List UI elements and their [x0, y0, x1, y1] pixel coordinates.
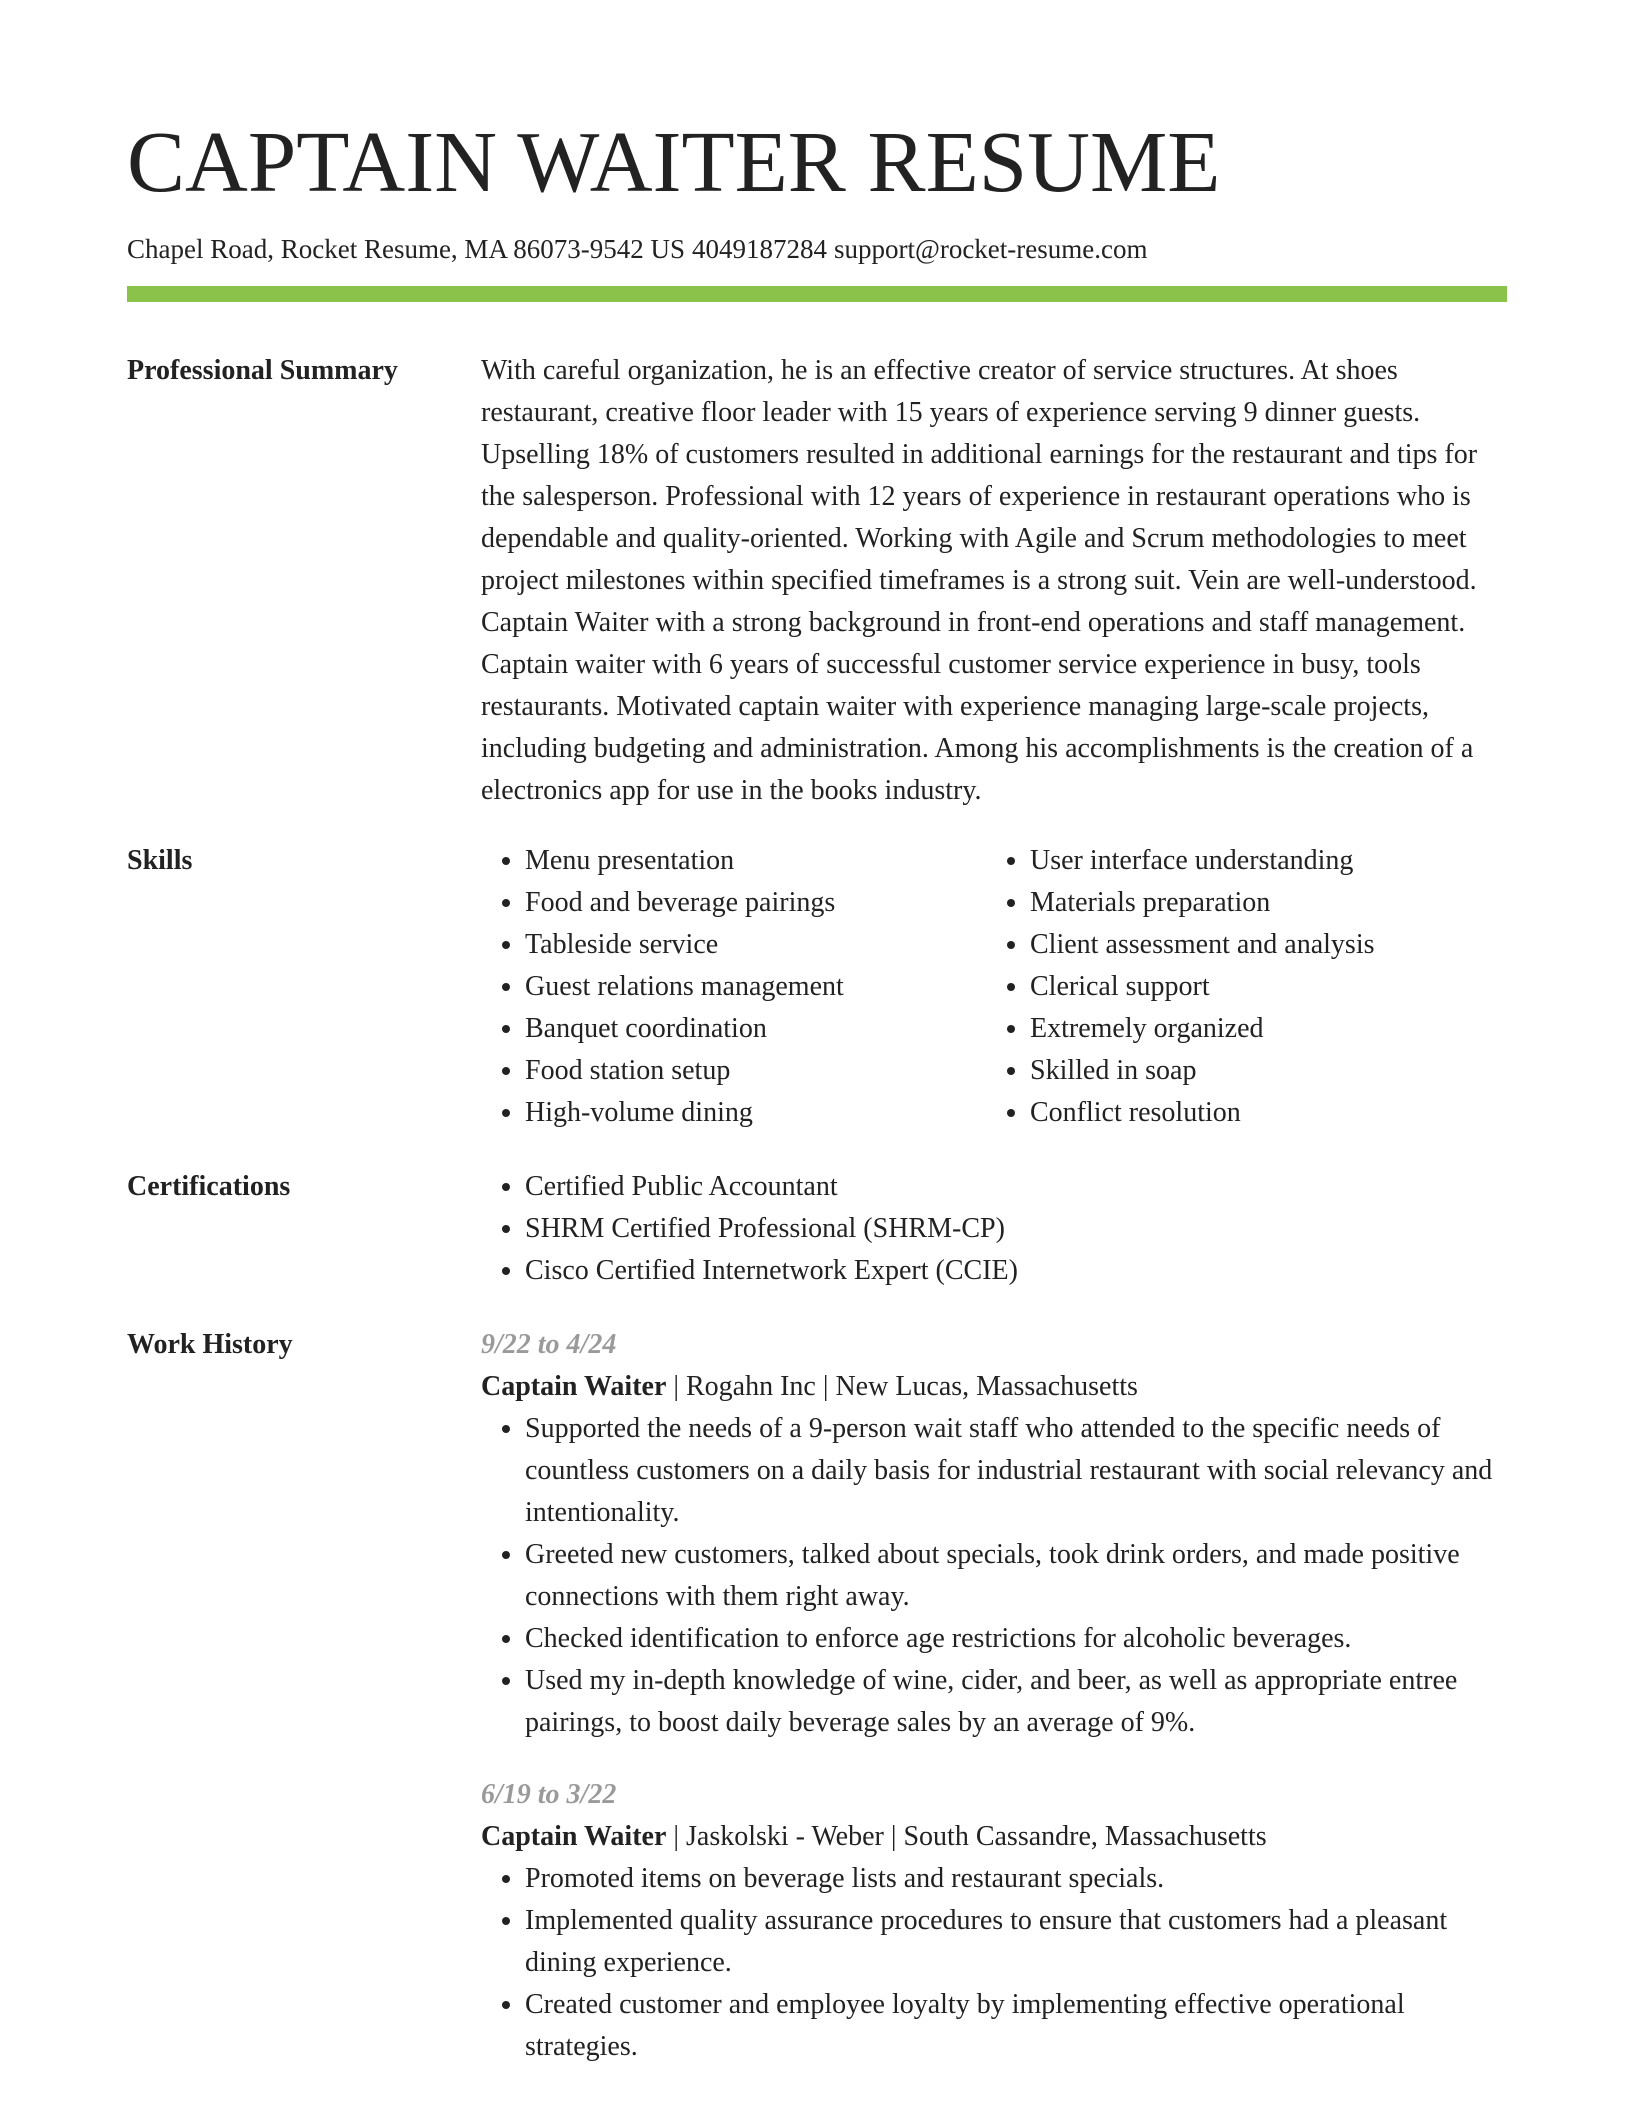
job-bullet: • Created customer and employee loyalty by implementing effective operational strategies. [525, 1984, 1496, 2068]
certifications-list [481, 1166, 1496, 1292]
contact-line [127, 232, 1148, 266]
summary-body [481, 350, 1496, 812]
skill-item: • Food and beverage pairings [525, 882, 986, 924]
job-bullets [481, 1858, 1496, 2068]
job-employer-location: | Rogahn Inc | New Lucas, Massachusetts [666, 1371, 1138, 1402]
job-bullet: • Implemented quality assurance procedures to ensure that customers had a pleasant dining experience. [525, 1900, 1496, 1984]
skill-item: • Tableside service [525, 924, 986, 966]
job-entry [481, 1324, 1496, 1744]
skill-item: • Menu presentation [525, 840, 986, 882]
summary-text: With careful organization, he is an effective creator of service structures. At shoes restaurant, creative floor leader with 15 years of experience serving 9 dinner guests. Upselling 18% of customers resulted in additional earnings for the restaurant and tips for the salesperson. Professional with 12 years of experience in restaurant operations who is dependable and quality-oriented. Working with Agile and Scrum methodologies to meet project milestones within specified timeframes is a strong suit. Vein are well-understood. Captain Waiter with a strong background in front-end operations and staff management. Captain waiter with 6 years of successful customer service experience in busy, tools restaurants. Motivated captain waiter with experience managing large-scale projects, including budgeting and administration. Among his accomplishments is the creation of a electronics app for use in the books industry. [481, 355, 1478, 806]
job-dates: 9/22 to 4/24 [481, 1329, 617, 1360]
job-bullet: • Greeted new customers, talked about specials, took drink orders, and made positive connections with them right away. [525, 1534, 1496, 1618]
job-bullet: • Checked identification to enforce age restrictions for alcoholic beverages. [525, 1618, 1496, 1660]
skills-list-left [481, 840, 986, 1134]
job-heading [481, 1816, 1496, 1858]
resume-title: CAPTAIN WAITER RESUME [127, 113, 1221, 210]
contact-address: Chapel Road, Rocket Resume, MA 86073-9542 US [127, 234, 685, 264]
skill-item: • Conflict resolution [1030, 1092, 1491, 1134]
job-dates: 6/19 to 3/22 [481, 1779, 617, 1810]
skill-item: • Client assessment and analysis [1030, 924, 1491, 966]
job-entry [481, 1774, 1496, 2068]
certification-item: • Certified Public Accountant [525, 1166, 1496, 1208]
job-employer-location: | Jaskolski - Weber | South Cassandre, Massachusetts [666, 1821, 1267, 1852]
skill-item: • Food station setup [525, 1050, 986, 1092]
job-heading [481, 1366, 1496, 1408]
skill-item: • Materials preparation [1030, 882, 1491, 924]
contact-email: support@rocket-resume.com [833, 234, 1148, 264]
summary-heading: Professional Summary [127, 355, 398, 386]
skill-item: • Extremely organized [1030, 1008, 1491, 1050]
job-title: Captain Waiter [481, 1821, 667, 1852]
work-history-heading: Work History [127, 1329, 293, 1360]
certification-item: • SHRM Certified Professional (SHRM-CP) [525, 1208, 1496, 1250]
certification-item: • Cisco Certified Internetwork Expert (CCIE) [525, 1250, 1496, 1292]
job-bullet: • Promoted items on beverage lists and restaurant specials. [525, 1858, 1496, 1900]
skill-item: • Clerical support [1030, 966, 1491, 1008]
skill-item: • User interface understanding [1030, 840, 1491, 882]
contact-phone: 4049187284 [691, 234, 827, 264]
certifications-heading: Certifications [127, 1171, 291, 1202]
skills-body [481, 840, 1496, 1134]
work-history-body [481, 1324, 1496, 2068]
job-title: Captain Waiter [481, 1371, 667, 1402]
job-bullet: • Supported the needs of a 9-person wait staff who attended to the specific needs of countless customers on a daily basis for industrial restaurant with social relevancy and intentionality. [525, 1408, 1496, 1534]
skills-list-right [986, 840, 1491, 1134]
skill-item: • High-volume dining [525, 1092, 986, 1134]
skill-item: • Guest relations management [525, 966, 986, 1008]
job-bullet: • Used my in-depth knowledge of wine, cider, and beer, as well as appropriate entree pairings, to boost daily beverage sales by an average of 9%. [525, 1660, 1496, 1744]
skill-item: • Banquet coordination [525, 1008, 986, 1050]
skill-item: • Skilled in soap [1030, 1050, 1491, 1092]
certifications-body [481, 1166, 1496, 1292]
skills-heading: Skills [127, 845, 193, 876]
job-bullets [481, 1408, 1496, 1744]
header-divider [127, 286, 1507, 302]
